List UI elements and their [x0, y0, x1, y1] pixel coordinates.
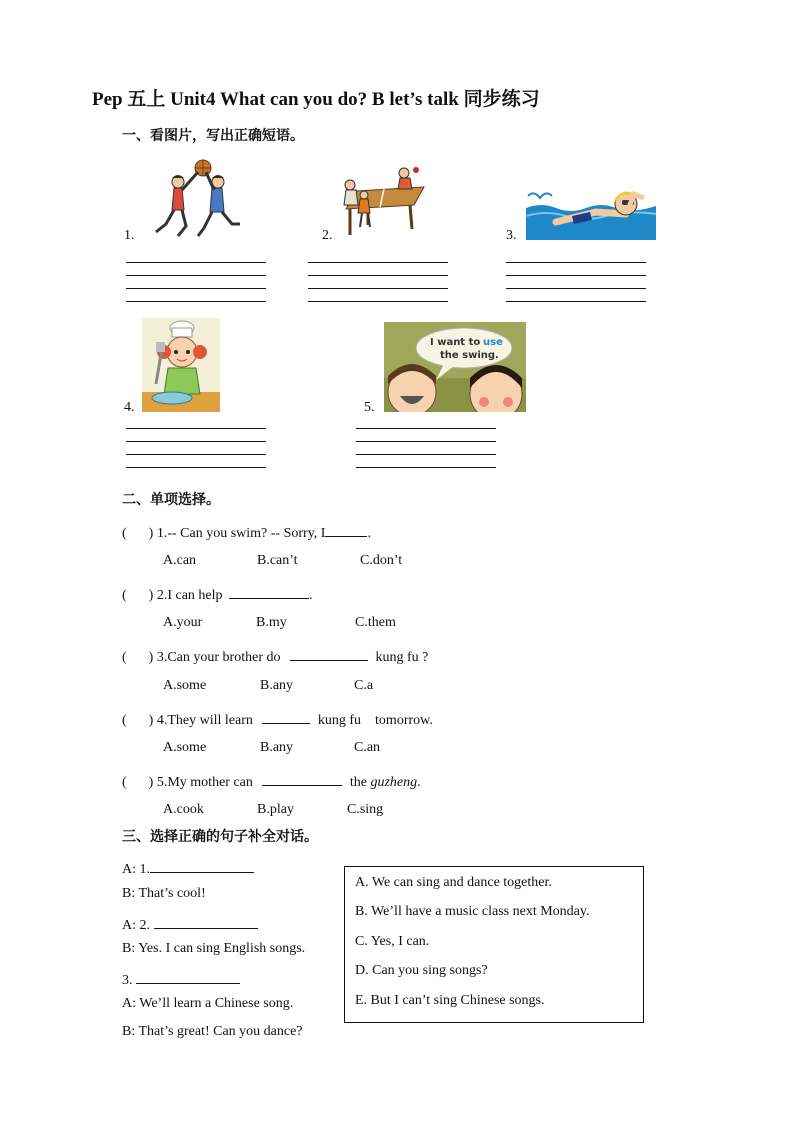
choice-e: E. But I can’t sing Chinese songs.	[355, 993, 545, 1008]
option-b: B.any	[260, 678, 294, 693]
dialogue-line-2: B: That’s cool!	[122, 886, 206, 901]
question-text-end: .	[367, 526, 371, 541]
question-blank[interactable]	[290, 646, 368, 661]
option-a: A.cook	[163, 802, 204, 817]
option-c: C.a	[354, 678, 374, 693]
speech-text-1: I want to	[430, 337, 481, 348]
question-blank[interactable]	[262, 709, 310, 724]
item-number-3: 3.	[506, 228, 517, 243]
section1-heading: 一、看图片，写出正确短语。	[122, 128, 304, 144]
dialogue-line-1	[122, 858, 254, 878]
question-period: .	[417, 775, 421, 790]
swing-picture	[384, 322, 526, 412]
item-number-2: 2.	[322, 228, 333, 243]
ping-pong-picture	[338, 165, 428, 241]
question-text: 2.I can help	[156, 588, 223, 603]
option-a: A.your	[163, 615, 203, 630]
answer-choices-box	[344, 866, 644, 1023]
answer-lines-1	[126, 262, 266, 314]
question-2	[122, 584, 313, 604]
answer-paren-close: )	[148, 588, 154, 603]
answer-paren-open: (	[122, 650, 127, 665]
choice-d: D. Can you sing songs?	[355, 963, 488, 978]
option-b: B.any	[260, 740, 294, 755]
question-text: 3.Can your brother do	[156, 650, 281, 665]
option-c: C.don’t	[360, 553, 403, 568]
question-blank[interactable]	[262, 771, 342, 786]
question-italic-word: guzheng	[370, 775, 418, 790]
question-text: 1.-- Can you swim? -- Sorry, I	[156, 526, 326, 541]
dialogue-speaker-text: A: 2.	[122, 918, 150, 933]
answer-paren-close: )	[148, 775, 154, 790]
question-text: 4.They will learn	[156, 713, 253, 728]
basketball-picture	[148, 158, 244, 240]
question-4	[122, 709, 433, 729]
choice-c: C. Yes, I can.	[355, 934, 430, 949]
speech-text-2: the swing.	[440, 350, 499, 361]
question-blank[interactable]	[229, 584, 309, 599]
section2-heading: 二、单项选择。	[122, 492, 220, 508]
item-number-1: 1.	[124, 228, 135, 243]
question-text-end: kung fu ?	[375, 650, 429, 665]
choice-a: A. We can sing and dance together.	[355, 875, 552, 890]
answer-paren-open: (	[122, 588, 127, 603]
option-a: A.some	[163, 678, 207, 693]
option-a: A.some	[163, 740, 207, 755]
question-text-end: .	[309, 588, 313, 603]
speech-text-use: use	[483, 337, 503, 348]
swimming-picture	[526, 186, 656, 240]
answer-paren-close: )	[148, 713, 154, 728]
question-text: 5.My mother can	[156, 775, 253, 790]
question-text-end: kung fu tomorrow.	[317, 713, 433, 728]
page-title: Pep 五上 Unit4 What can you do? B let’s talk 同步练习	[92, 89, 540, 110]
question-1	[122, 522, 371, 542]
option-c: C.sing	[347, 802, 384, 817]
answer-lines-5	[356, 428, 496, 480]
dialogue-blank-3[interactable]	[136, 969, 240, 984]
answer-paren-close: )	[148, 650, 154, 665]
answer-paren-close: )	[148, 526, 154, 541]
option-c: C.them	[355, 615, 396, 630]
dialogue-line-3	[122, 914, 258, 934]
answer-paren-open: (	[122, 526, 127, 541]
dialogue-line-7: B: That’s great! Can you dance?	[122, 1024, 303, 1039]
answer-lines-3	[506, 262, 646, 314]
dialogue-speaker-text: 3.	[122, 973, 133, 988]
option-a: A.can	[163, 553, 197, 568]
cooking-picture	[142, 318, 220, 412]
item-number-5: 5.	[364, 400, 375, 415]
dialogue-line-5	[122, 969, 240, 989]
choice-b: B. We’ll have a music class next Monday.	[355, 904, 590, 919]
dialogue-line-6: A: We’ll learn a Chinese song.	[122, 996, 294, 1011]
option-c: C.an	[354, 740, 381, 755]
dialogue-speaker-text: A: 1.	[122, 862, 150, 877]
dialogue-line-4: B: Yes. I can sing English songs.	[122, 941, 306, 956]
answer-lines-4	[126, 428, 266, 480]
option-b: B.play	[257, 802, 294, 817]
option-b: B.my	[256, 615, 287, 630]
question-text-end: the	[349, 775, 367, 790]
dialogue-blank-2[interactable]	[154, 914, 258, 929]
question-blank[interactable]	[325, 522, 367, 537]
answer-paren-open: (	[122, 713, 127, 728]
dialogue-blank-1[interactable]	[150, 858, 254, 873]
section3-heading: 三、选择正确的句子补全对话。	[122, 829, 318, 845]
answer-paren-open: (	[122, 775, 127, 790]
answer-lines-2	[308, 262, 448, 314]
question-3	[122, 646, 428, 666]
item-number-4: 4.	[124, 400, 135, 415]
option-b: B.can’t	[257, 553, 298, 568]
question-5	[122, 771, 421, 791]
